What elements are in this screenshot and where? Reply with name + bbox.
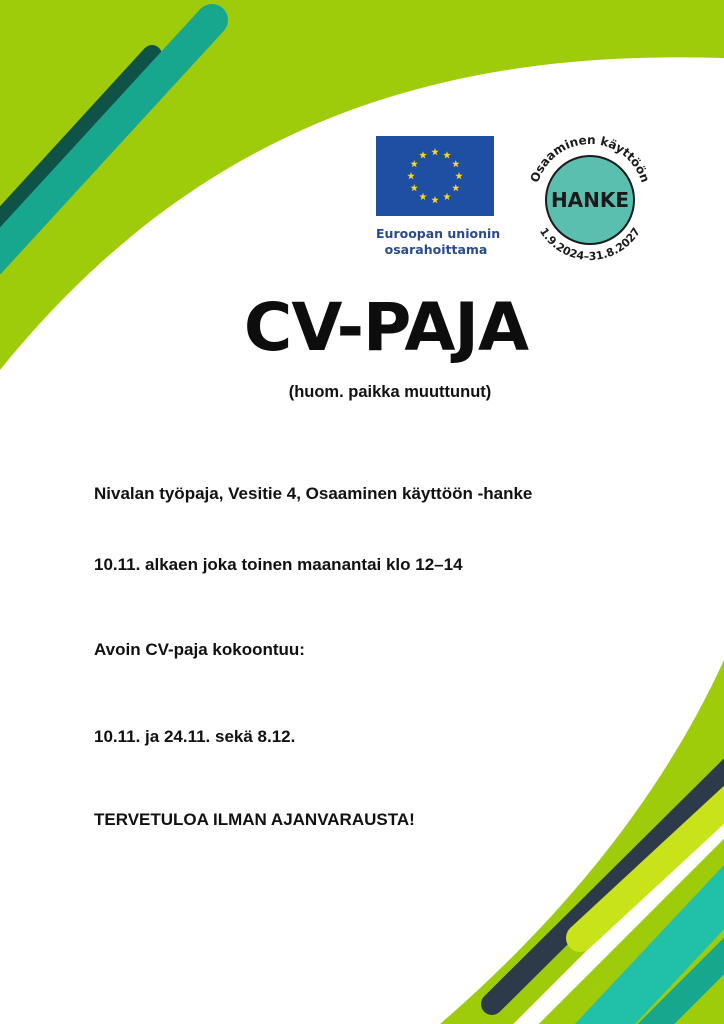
hanke-badge-logo [522,130,658,266]
eu-caption-line2: osarahoittama [384,242,488,257]
page-subtitle: (huom. paikka muuttunut) [288,383,492,401]
eu-caption-line1: Euroopan unionin [376,226,501,241]
dates-line: 10.11. ja 24.11. sekä 8.12. [94,727,296,746]
eu-cofunding-logo [376,136,501,258]
eu-flag-icon [376,136,494,216]
location-line: Nivalan työpaja, Vesitie 4, Osaaminen käyttöön -hanke [94,484,533,503]
badge-top-text: Osaaminen käyttöön [527,132,653,185]
meeting-heading: Avoin CV-paja kokoontuu: [94,640,305,659]
page-title: CV-PAJA [243,289,529,366]
welcome-line: TERVETULOA ILMAN AJANVARAUSTA! [94,810,415,829]
badge-center-text: HANKE [550,188,630,212]
badge-bottom-text: 1.9.2024–31.8.2027 [537,225,643,264]
schedule-line: 10.11. alkaen joka toinen maanantai klo 12–14 [94,555,463,574]
